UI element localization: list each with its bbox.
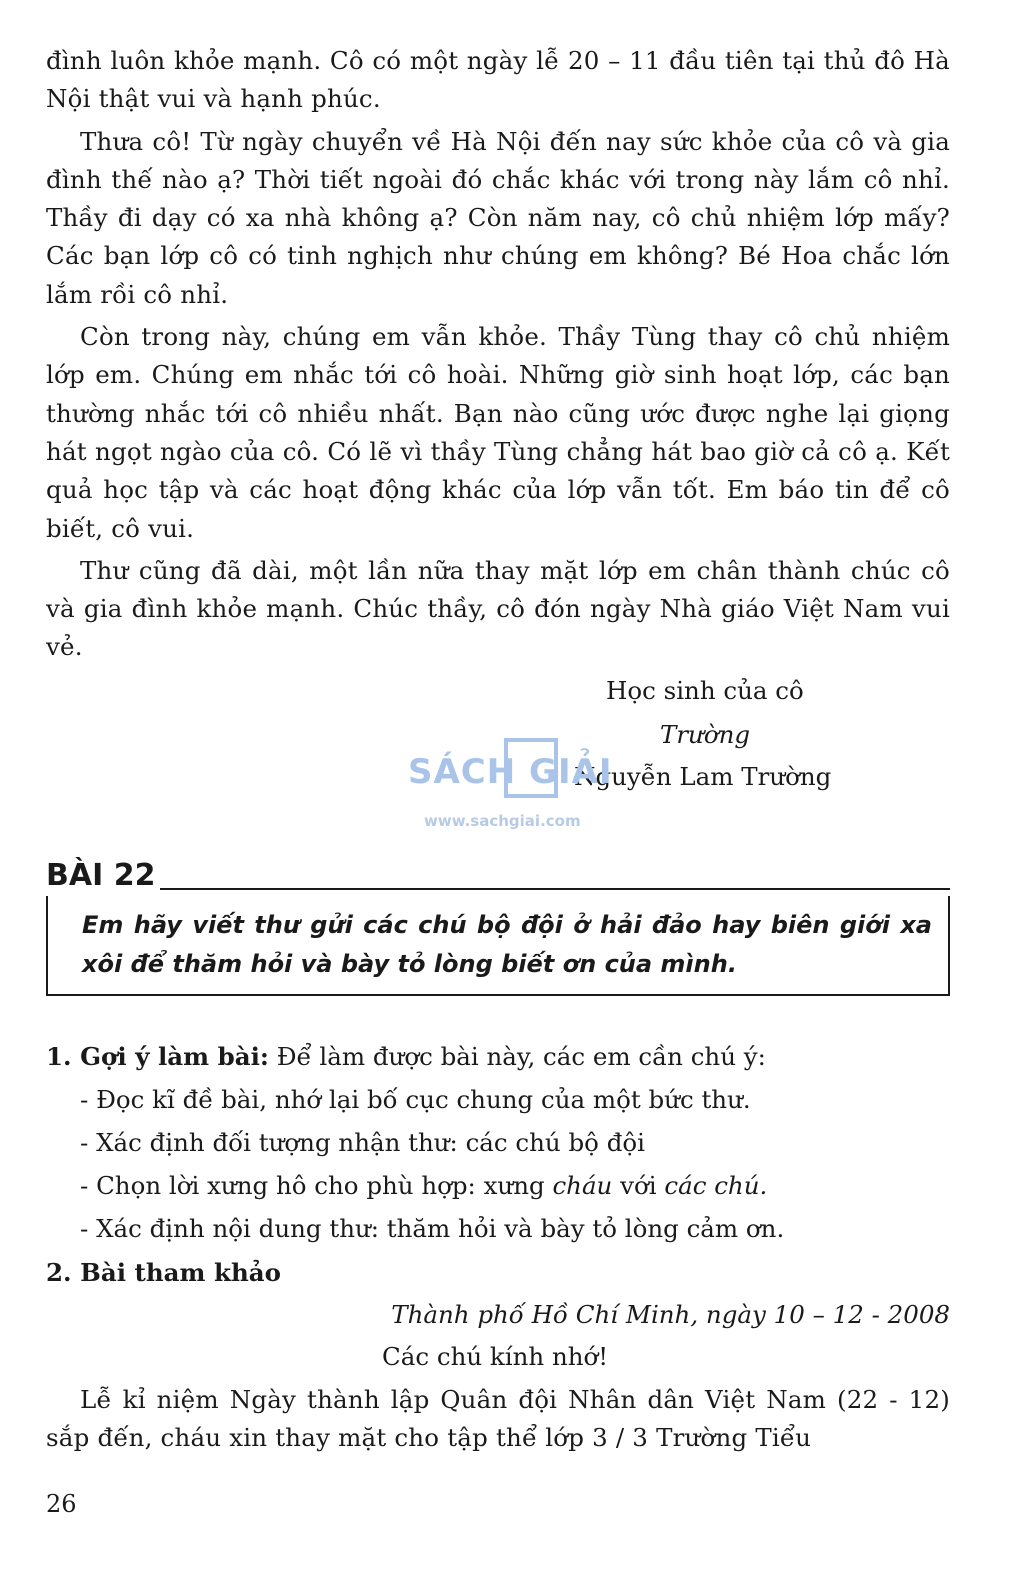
letter-paragraph: Thư cũng đã dài, một lần nữa thay mặt lớp em chân thành chúc cô và gia đình khỏe mạnh. Chúc thầy, cô đón ngày Nhà giáo Việt Nam vui vẻ.: [46, 555, 950, 662]
guide-bullet-emphasis: các chú.: [664, 1171, 768, 1200]
sample-place-date: Thành phố Hồ Chí Minh, ngày 10 – 12 - 2008: [391, 1300, 950, 1329]
letter-signature: Trường: [660, 720, 751, 749]
letter-paragraph: đình luôn khỏe mạnh. Cô có một ngày lễ 20 – 11 đầu tiên tại thủ đô Hà Nội thật vui và hạnh phúc.: [46, 46, 950, 114]
page-number: 26: [46, 1490, 77, 1518]
guide-bullet: - Xác định đối tượng nhận thư: các chú bộ đội: [80, 1128, 645, 1157]
sample-body: [46, 1381, 950, 1458]
exercise-prompt: Em hãy viết thư gửi các chú bộ đội ở hải đảo hay biên giới xa xôi để thăm hỏi và bày tỏ lòng biết ơn của mình.: [82, 911, 932, 978]
letter-paragraph: Thưa cô! Từ ngày chuyển về Hà Nội đến nay sức khỏe của cô và gia đình thế nào ạ? Thời tiết ngoài đó chắc khác với trong này lắm cô nhỉ. Thầy đi dạy có xa nhà không ạ? Còn năm nay, cô chủ nhiệm lớp mấy? Các bạn lớp cô có tinh nghịch như chúng em không? Bé Hoa chắc lớn lắm rồi cô nhỉ.: [46, 126, 950, 309]
exercise-title-rule: [160, 888, 950, 890]
sample-paragraph: Lễ kỉ niệm Ngày thành lập Quân đội Nhân dân Việt Nam (22 - 12) sắp đến, cháu xin thay mặt cho tập thể lớp 3 / 3 Trường Tiểu: [46, 1385, 950, 1453]
letter-body: [46, 42, 950, 671]
sample-heading: 2. Bài tham khảo: [46, 1258, 281, 1287]
guide-bullet: - Xác định nội dung thư: thăm hỏi và bày tỏ lòng cảm ơn.: [80, 1214, 785, 1243]
guide-bullet-emphasis: cháu: [552, 1171, 613, 1200]
watermark-text: SÁCH GIẢI: [408, 752, 613, 792]
letter-closing: Học sinh của cô: [606, 676, 804, 705]
letter-paragraph: Còn trong này, chúng em vẫn khỏe. Thầy Tùng thay cô chủ nhiệm lớp em. Chúng em nhắc tới cô hoài. Những giờ sinh hoạt lớp, các bạn thường nhắc tới cô nhiều nhất. Bạn nào cũng ước được nghe lại giọng hát ngọt ngào của cô. Có lẽ vì thầy Tùng chẳng hát bao giờ cả cô ạ. Kết quả học tập và các hoạt động khác của lớp vẫn tốt. Em báo tin để cô biết, cô vui.: [46, 322, 950, 543]
guide-bullet-text: - Chọn lời xưng hô cho phù hợp: xưng: [80, 1171, 553, 1200]
watermark-logo: [408, 738, 628, 828]
watermark-url: www.sachgiai.com: [424, 812, 581, 830]
guide-bullet: - Đọc kĩ đề bài, nhớ lại bố cục chung của một bức thư.: [80, 1085, 751, 1114]
guide-bullet-text: với: [612, 1171, 665, 1200]
guide-line: [46, 1038, 950, 1076]
guide-bullet: [80, 1167, 767, 1205]
guide-heading: 1. Gợi ý làm bài:: [46, 1042, 269, 1071]
letter-full-name: Nguyễn Lam Trường: [574, 762, 832, 791]
guide-intro: Để làm được bài này, các em cần chú ý:: [268, 1042, 766, 1071]
sample-greeting: Các chú kính nhớ!: [382, 1342, 609, 1371]
exercise-title: BÀI 22: [46, 858, 156, 893]
